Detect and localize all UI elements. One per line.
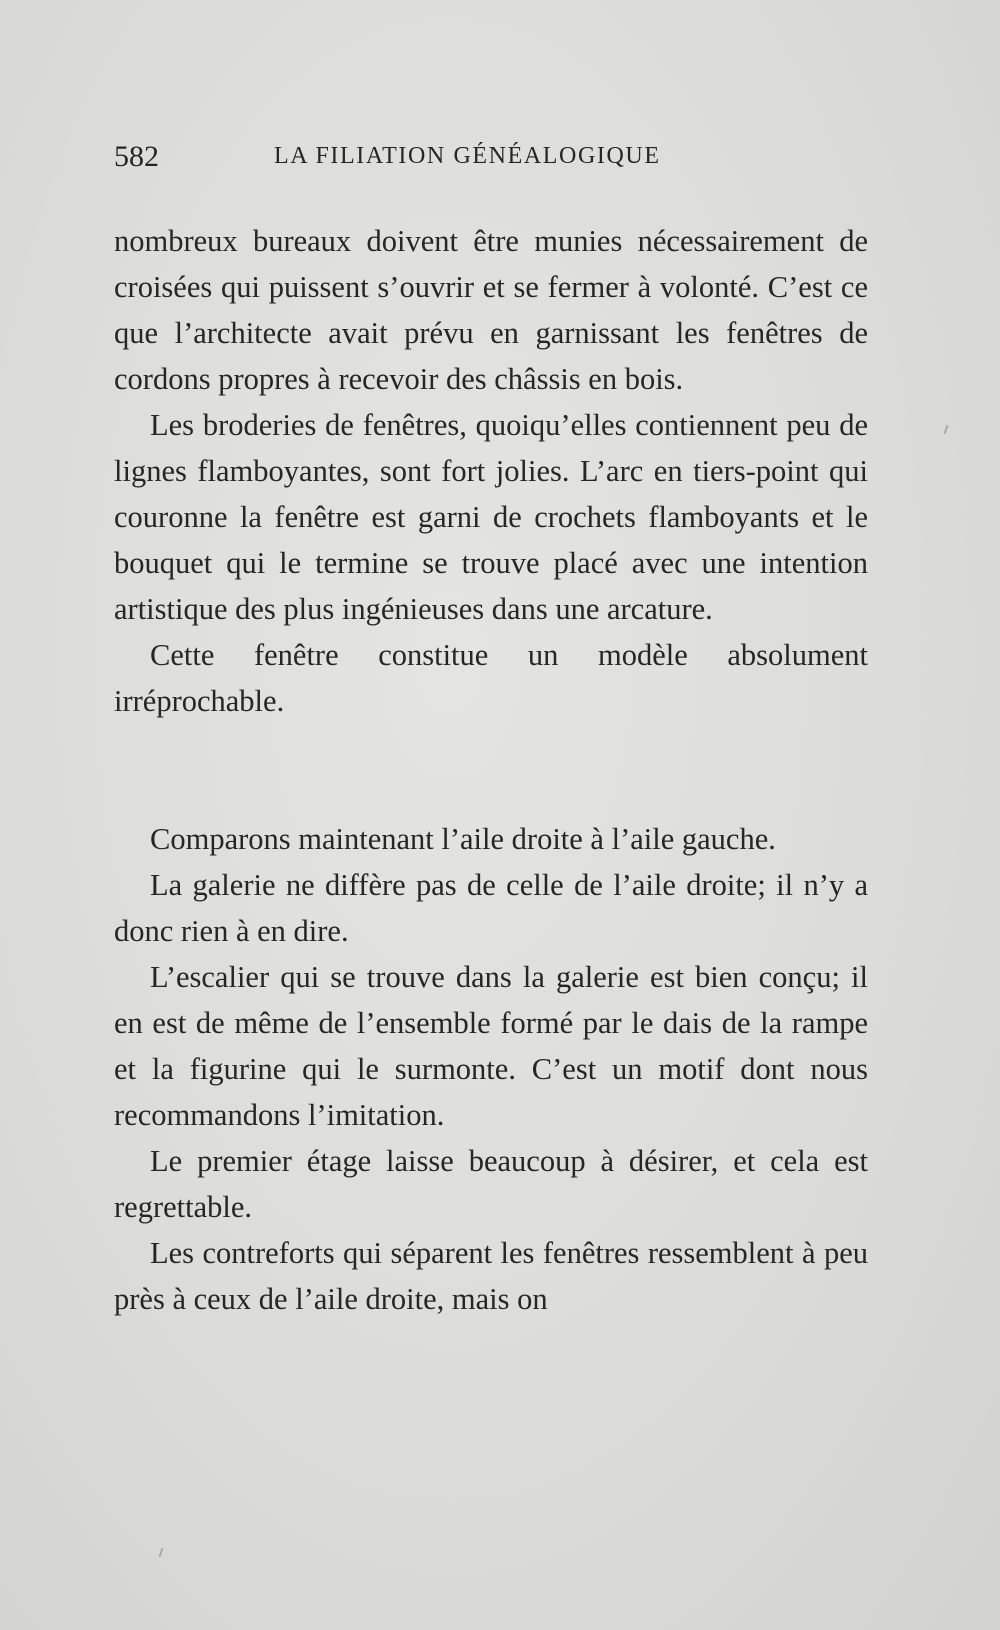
paragraph: Les broderies de fenêtres, quoiqu’elles contiennent peu de lignes flamboyantes, sont fort jolies. L’arc en tiers-point qui couronne la fenêtre est garni de crochets flamboyants et le bouquet qui le termine se trouve placé avec une intention artistique des plus ingénieuses dans une arcature. [114, 408, 868, 626]
paragraph: Les contreforts qui séparent les fenêtres ressemblent à peu près à ceux de l’aile droite, mais on [114, 1236, 868, 1316]
paper-speck [944, 425, 949, 434]
paragraph: nombreux bureaux doivent être munies nécessairement de croisées qui puissent s’ouvrir et se fermer à volonté. C’est ce que l’architecte avait prévu en garnissant les fenêtres de cordons propres à recevoir des châssis en bois. [114, 224, 868, 396]
paragraph: Le premier étage laisse beaucoup à désirer, et cela est regrettable. [114, 1144, 868, 1224]
page-header [114, 140, 868, 180]
section-break [114, 724, 868, 816]
paragraph: L’escalier qui se trouve dans la galerie est bien conçu; il en est de même de l’ensemble formé par le dais de la rampe et la figurine qui le surmonte. C’est un motif dont nous recommandons l’imitation. [114, 960, 868, 1132]
paper-speck [159, 1548, 164, 1557]
page-number: 582 [114, 140, 159, 173]
body-text [114, 218, 868, 1322]
paragraph: Comparons maintenant l’aile droite à l’aile gauche. [150, 822, 776, 856]
running-title: LA FILIATION GÉNÉALOGIQUE [274, 143, 661, 169]
paragraph: Cette fenêtre constitue un modèle absolument irréprochable. [114, 638, 868, 718]
paragraph: La galerie ne diffère pas de celle de l’aile droite; il n’y a donc rien à en dire. [114, 868, 868, 948]
